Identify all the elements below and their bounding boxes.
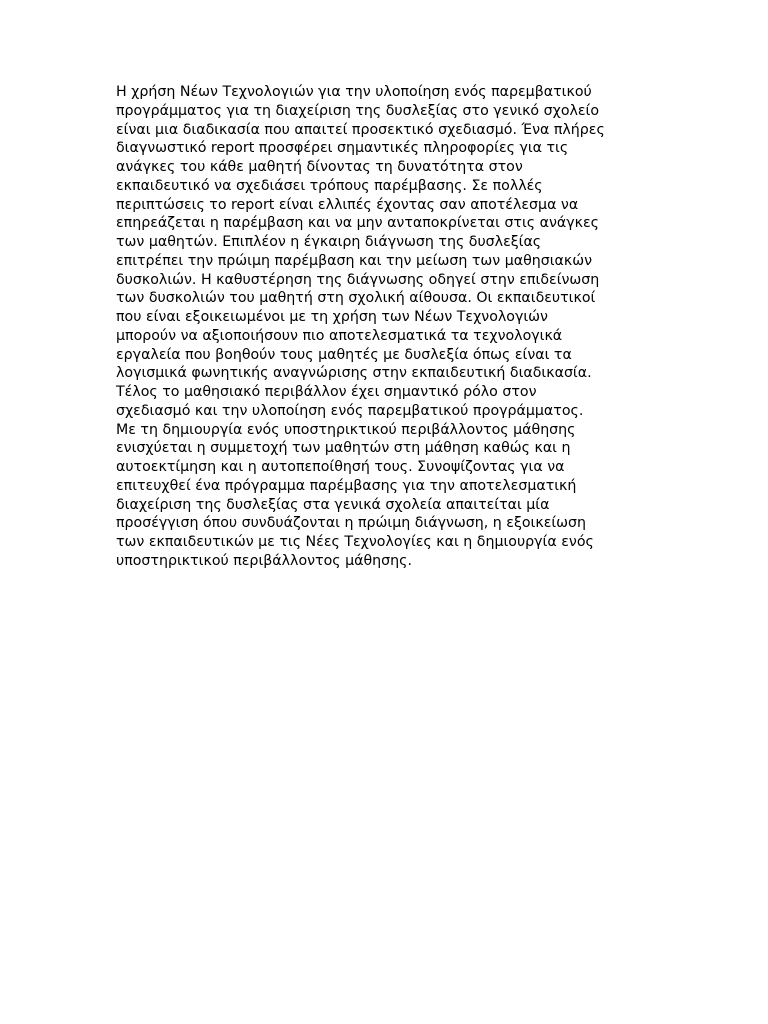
paragraph-line: υποστηρικτικού περιβάλλοντος μάθησης. [116,552,412,569]
paragraph-line: που είναι εξοικειωμένοι με τη χρήση των Νέων Τεχνολογιών [116,309,548,325]
paragraph-line: εκπαιδευτικό να σχεδιάσει τρόπους παρέμβασης. Σε πολλές [116,177,543,194]
paragraph-line: δυσκολιών. Η καθυστέρηση της διάγνωσης οδηγεί στην επιδείνωση [116,271,600,288]
paragraph-line: προγράμματος για τη διαχείριση της δυσλεξίας στο γενικό σχολείο [116,102,600,119]
paragraph-line: επηρεάζεται η παρέμβαση και να μην ανταποκρίνεται στις ανάγκες [116,215,599,232]
paragraph-line: περιπτώσεις το report είναι ελλιπές έχοντας σαν αποτέλεσμα να [116,196,579,213]
paragraph-line: διαχείριση της δυσλεξίας στα γενικά σχολεία απαιτείται μία [116,496,550,513]
paragraph-line: εργαλεία που βοηθούν τους μαθητές με δυσλεξία όπως είναι τα [116,346,572,363]
paragraph-line: αυτοεκτίμηση και η αυτοπεποίθησή τους. Συνοψίζοντας για να [116,459,565,475]
paragraph-line: μπορούν να αξιοποιήσουν πιο αποτελεσματικά τα τεχνολογικά [116,327,563,344]
paragraph-line: ενισχύεται η συμμετοχή των μαθητών στη μάθηση καθώς και η [116,440,571,457]
body-paragraph [116,83,656,571]
paragraph-line: των δυσκολιών του μαθητή στη σχολική αίθουσα. Οι εκπαιδευτικοί [116,290,596,307]
paragraph-line: Με τη δημιουργία ενός υποστηρικτικού περιβάλλοντος μάθησης [116,421,576,438]
paragraph-line: διαγνωστικό report προσφέρει σημαντικές πληροφορίες για τις [116,140,569,157]
paragraph-line: σχεδιασμό και την υλοποίηση ενός παρεμβατικού προγράμματος. [116,402,584,419]
paragraph-line: είναι μια διαδικασία που απαιτεί προσεκτικό σχεδιασμό. Ένα πλήρες [116,121,605,138]
paragraph-line: των μαθητών. Επιπλέον η έγκαιρη διάγνωση της δυσλεξίας [116,234,542,250]
paragraph-line: ανάγκες του κάθε μαθητή δίνοντας τη δυνατότητα στον [116,159,523,175]
paragraph-line: επιτρέπει την πρώιμη παρέμβαση και την μείωση των μαθησιακών [116,252,593,269]
paragraph-line: προσέγγιση όπου συνδυάζονται η πρώιμη διάγνωση, η εξοικείωση [116,515,587,532]
paragraph-line: λογισμικά φωνητικής αναγνώρισης στην εκπαιδευτική διαδικασία. [116,365,592,382]
paragraph-line: Η χρήση Νέων Τεχνολογιών για την υλοποίηση ενός παρεμβατικού [116,84,592,100]
paragraph-line: επιτευχθεί ένα πρόγραμμα παρέμβασης για την αποτελεσματική [116,477,577,494]
paragraph-line: των εκπαιδευτικών με τις Νέες Τεχνολογίες και η δημιουργία ενός [116,534,594,550]
paragraph-line: Τέλος το μαθησιακό περιβάλλον έχει σημαντικό ρόλο στον [116,384,537,400]
